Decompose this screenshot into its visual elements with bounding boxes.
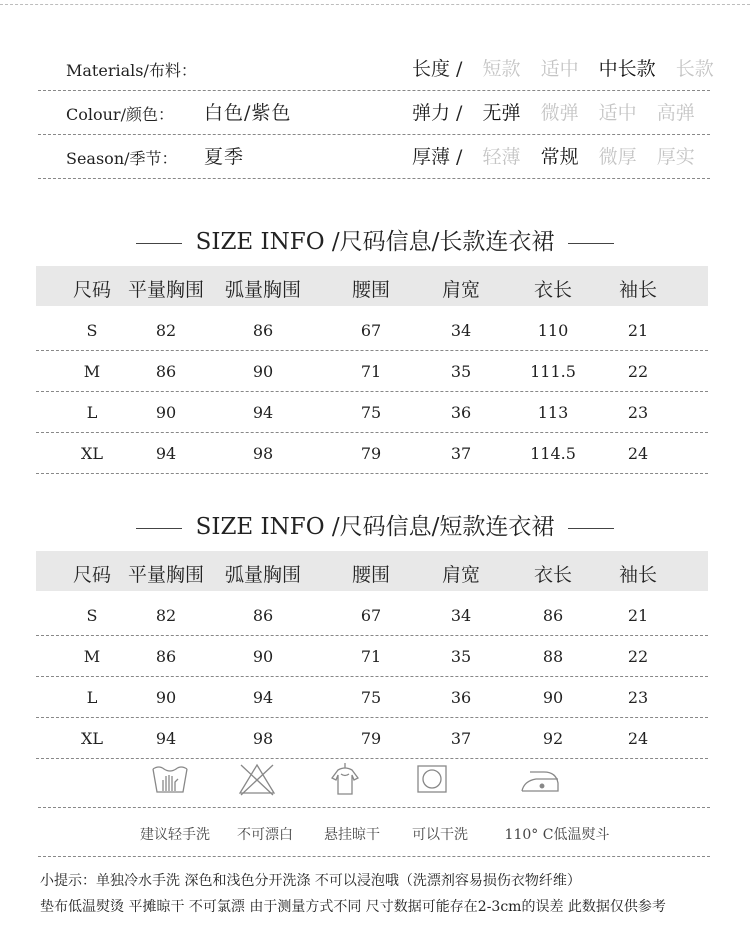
table-cell: 35	[450, 647, 472, 666]
thickness-label: 厚薄 /	[412, 146, 463, 168]
column-header: 衣长	[533, 279, 573, 301]
table-cell: 86	[542, 606, 564, 625]
table-cell: 34	[450, 321, 472, 340]
table-cell: 21	[627, 606, 649, 625]
table-cell: 88	[542, 647, 564, 666]
dry-clean-icon	[414, 761, 450, 801]
table-cell: 67	[360, 606, 382, 625]
column-header: 肩宽	[441, 279, 481, 301]
table-cell: 114.5	[530, 444, 576, 463]
column-header: 肩宽	[441, 564, 481, 586]
column-header: 平量胸围	[127, 279, 205, 301]
table-cell: 90	[542, 688, 564, 707]
colour-label: Colour/颜色：	[66, 105, 174, 124]
season-label: Season/季节：	[66, 149, 178, 168]
long-section-title	[0, 223, 750, 256]
table-cell: 98	[252, 729, 274, 748]
season-value: 夏季	[204, 146, 245, 168]
length-label: 长度 /	[412, 58, 463, 80]
table-cell: 23	[627, 688, 649, 707]
care-label: 可以干洗	[412, 827, 468, 843]
no-bleach-icon	[237, 761, 277, 801]
title-rule-left	[136, 528, 182, 529]
table-cell: 92	[542, 729, 564, 748]
column-header: 腰围	[351, 279, 391, 301]
top-divider	[0, 4, 750, 5]
hang-dry-icon	[325, 761, 365, 803]
table-row	[36, 351, 708, 392]
column-header: 弧量胸围	[224, 564, 302, 586]
attr-row-colour	[38, 90, 710, 135]
tip-line-2: 垫布低温熨烫 平摊晾干 不可氯漂 由于测量方式不同 尺寸数据可能存在2-3cm的误差 此数据仅供参考	[40, 899, 666, 915]
title-rule-left	[136, 243, 182, 244]
table-cell: 94	[252, 688, 274, 707]
table-cell: S	[86, 321, 98, 340]
table-cell: 90	[252, 362, 274, 381]
table-cell: 111.5	[530, 362, 576, 381]
column-header: 衣长	[533, 564, 573, 586]
table-cell: 79	[360, 444, 382, 463]
table-cell: 75	[360, 403, 382, 422]
table-cell: 24	[627, 729, 649, 748]
table-cell: 98	[252, 444, 274, 463]
table-cell: L	[86, 403, 98, 422]
table-cell: 86	[155, 362, 177, 381]
elasticity-option: 无弹	[482, 102, 521, 124]
colour-value: 白色/紫色	[204, 102, 292, 124]
table-row	[36, 677, 708, 718]
column-header: 平量胸围	[127, 564, 205, 586]
table-row	[36, 392, 708, 433]
care-label: 悬挂晾干	[324, 827, 380, 843]
table-cell: 86	[252, 606, 274, 625]
care-icon-row	[38, 761, 710, 808]
table-cell: 71	[360, 647, 382, 666]
care-label: 建议轻手洗	[140, 827, 210, 843]
table-cell: S	[86, 606, 98, 625]
tip-line-1: 小提示：单独冷水手洗 深色和浅色分开洗涤 不可以浸泡哦（洗漂剂容易损伤衣物纤维）	[40, 873, 581, 889]
table-cell: 113	[537, 403, 569, 422]
table-cell: 110	[537, 321, 569, 340]
care-section	[38, 761, 710, 857]
table-cell: 22	[627, 647, 649, 666]
iron-low-icon	[518, 761, 562, 801]
table-header	[36, 551, 708, 591]
table-cell: 75	[360, 688, 382, 707]
elasticity-option: 微弹	[540, 102, 579, 124]
care-label: 110° C低温熨斗	[504, 827, 610, 843]
short-title-text: SIZE INFO /尺码信息/短款连衣裙	[195, 514, 555, 540]
table-row	[36, 306, 708, 351]
elasticity-option: 高弹	[656, 102, 695, 124]
table-cell: XL	[80, 729, 104, 748]
length-option: 中长款	[598, 58, 656, 80]
table-row	[36, 718, 708, 759]
materials-label: Materials/布料：	[66, 61, 197, 80]
table-cell: 35	[450, 362, 472, 381]
table-cell: XL	[80, 444, 104, 463]
table-cell: 86	[252, 321, 274, 340]
table-cell: 37	[450, 444, 472, 463]
thickness-option: 微厚	[598, 146, 637, 168]
thickness-option: 轻薄	[482, 146, 521, 168]
table-cell: 21	[627, 321, 649, 340]
table-cell: 24	[627, 444, 649, 463]
column-header: 尺码	[72, 564, 112, 586]
table-row	[36, 636, 708, 677]
column-header: 袖长	[618, 279, 658, 301]
table-cell: 71	[360, 362, 382, 381]
long-title-text: SIZE INFO /尺码信息/长款连衣裙	[195, 229, 555, 255]
table-cell: 23	[627, 403, 649, 422]
table-cell: 22	[627, 362, 649, 381]
table-cell: 94	[155, 729, 177, 748]
table-row	[36, 433, 708, 474]
column-header: 袖长	[618, 564, 658, 586]
table-cell: 94	[155, 444, 177, 463]
long-size-table	[36, 266, 708, 474]
column-header: 腰围	[351, 564, 391, 586]
table-cell: 37	[450, 729, 472, 748]
table-cell: 82	[155, 321, 177, 340]
hand-wash-icon	[150, 761, 190, 801]
table-cell: M	[83, 647, 101, 666]
table-cell: 82	[155, 606, 177, 625]
table-cell: M	[83, 362, 101, 381]
elasticity-label: 弹力 /	[412, 102, 463, 124]
table-cell: 36	[450, 403, 472, 422]
table-cell: 90	[155, 403, 177, 422]
length-options	[412, 54, 714, 81]
length-option: 短款	[482, 58, 521, 80]
attr-row-materials	[38, 46, 714, 91]
column-header: 尺码	[72, 279, 112, 301]
table-cell: 79	[360, 729, 382, 748]
thickness-option: 厚实	[656, 146, 695, 168]
table-cell: L	[86, 688, 98, 707]
title-rule-right	[568, 528, 614, 529]
column-header: 弧量胸围	[224, 279, 302, 301]
length-option: 适中	[540, 58, 579, 80]
table-header	[36, 266, 708, 306]
table-cell: 90	[155, 688, 177, 707]
length-option: 长款	[675, 58, 714, 80]
table-cell: 67	[360, 321, 382, 340]
table-cell: 94	[252, 403, 274, 422]
table-cell: 36	[450, 688, 472, 707]
thickness-option: 常规	[540, 146, 579, 168]
title-rule-right	[568, 243, 614, 244]
short-size-table	[36, 551, 708, 759]
short-section-title	[0, 508, 750, 541]
care-label: 不可漂白	[237, 827, 293, 843]
thickness-options	[412, 142, 695, 169]
table-cell: 90	[252, 647, 274, 666]
table-row	[36, 591, 708, 636]
table-cell: 86	[155, 647, 177, 666]
attr-row-season	[38, 134, 710, 179]
elasticity-options	[412, 98, 695, 125]
table-cell: 34	[450, 606, 472, 625]
elasticity-option: 适中	[598, 102, 637, 124]
care-label-row	[38, 808, 710, 857]
